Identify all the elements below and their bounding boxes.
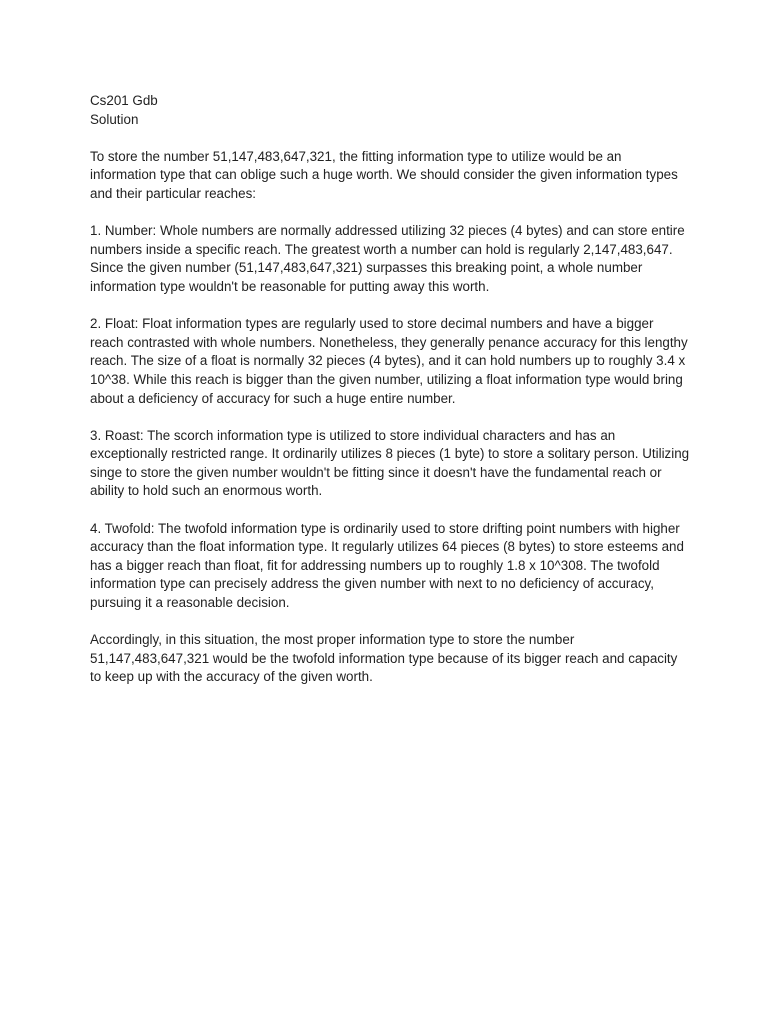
double-type-paragraph: 4. Twofold: The twofold information type is ordinarily used to store drifting point numbers with higher accuracy than the float information type. It regularly utilizes 64 pieces (8 bytes) to store esteems and has a bigger reach than float, fit for addressing numbers up to roughly 1.8 x 10^308. The twofold information type can precisely address the given number with next to no deficiency of accuracy, pursuing it a reasonable decision. [90,520,684,611]
number-type-paragraph: 1. Number: Whole numbers are normally addressed utilizing 32 pieces (4 bytes) and can store entire numbers inside a specific reach. The greatest worth a number can hold is regularly 2,147,483,647. Since the given number (51,147,483,647,321) surpasses this breaking point, a whole number information type wouldn't be reasonable for putting away this worth. [90,223,685,294]
course-title: Cs201 Gdb [90,93,158,108]
solution-label: Solution [90,111,139,127]
float-type-paragraph: 2. Float: Float information types are regularly used to store decimal numbers and have a bigger reach contrasted with whole numbers. Nonetheless, they generally penance accuracy for this lengthy reach. The size of a float is normally 32 pieces (4 bytes), and it can hold numbers up to roughly 3.4 x 10^38. While this reach is bigger than the given number, utilizing a float information type would bring about a deficiency of accuracy for such a huge entire number. [90,316,688,406]
document-body [90,92,690,687]
intro-paragraph: To store the number 51,147,483,647,321, the fitting information type to utilize would be an information type that can oblige such a huge worth. We should consider the given information types and their particular reaches: [90,148,678,201]
char-type-paragraph: 3. Roast: The scorch information type is utilized to store individual characters and has an exceptionally restricted range. It ordinarily utilizes 8 pieces (1 byte) to store a solitary person. Utilizing singe to store the given number wouldn't be fitting since it doesn't have the fundamental reach or ability to hold such an enormous worth. [90,427,690,499]
conclusion-paragraph: Accordingly, in this situation, the most proper information type to store the number 51,147,483,647,321 would be the twofold information type because of its bigger reach and capacity to keep up with the accuracy of the given worth. [90,632,678,685]
